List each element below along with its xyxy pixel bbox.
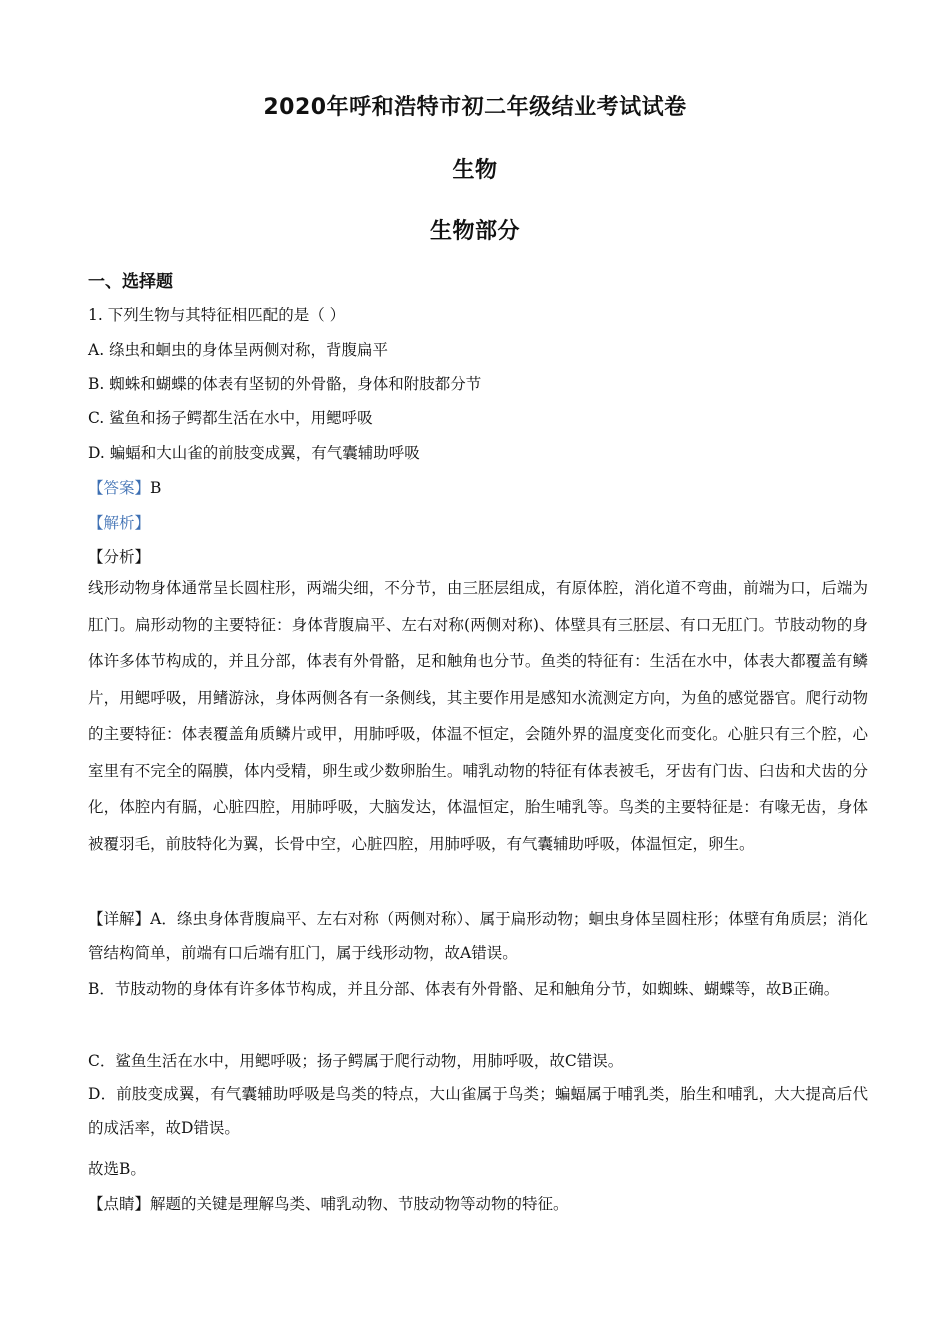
fenxi-paragraph: 线形动物身体通常呈长圆柱形，两端尖细，不分节，由三胚层组成，有原体腔，消化道不弯曲，前端为口，后端为肛门。扁形动物的主要特征：身体背腹扁平、左右对称(两侧对称)、体壁具有三胚层、有口无肛门。节肢动物的身体许多体节构成的，并且分部，体表有外骨骼，足和触角也分节。鱼类的特征有：生活在水中，体表大都覆盖有鳞片，用鳃呼吸，用鳍游泳，身体两侧各有一条侧线，其主要作用是感知水流测定方向，为鱼的感觉器官。爬行动物的主要特征：体表覆盖角质鳞片或甲，用肺呼吸，体温不恒定，会随外界的温度变化而变化。心脏只有三个腔，心室里有不完全的隔膜，体内受精，卵生或少数卵胎生。哺乳动物的特征有体表被毛，牙齿有门齿、臼齿和犬齿的分化，体腔内有膈，心脏四腔，用肺呼吸，大脑发达，体温恒定，胎生哺乳等。鸟类的主要特征是：有喙无齿，身体被覆羽毛，前肢特化为翼，长骨中空，心脏四腔，用肺呼吸，有气囊辅助呼吸，体温恒定，卵生。 [88, 579, 868, 853]
part-title: 生物部分 [429, 219, 520, 244]
question-stem: 1. 下列生物与其特征相匹配的是（ ） [88, 306, 346, 324]
detail-a-paragraph: 【详解】A．绦虫身体背腹扁平、左右对称（两侧对称）、属于扁形动物；蛔虫身体呈圆柱形；体壁有角质层；消化管结构简单，前端有口后端有肛门，属于线形动物，故A错误。 [88, 910, 868, 962]
option-c: C. 鲨鱼和扬子鳄都生活在水中，用鳃呼吸 [88, 409, 373, 427]
fenxi-label: 【分析】 [88, 548, 151, 566]
option-b: B. 蜘蛛和蝴蝶的体表有坚韧的外骨骼，身体和附肢都分节 [88, 375, 482, 393]
detail-c-paragraph: C．鲨鱼生活在水中，用鳃呼吸；扬子鳄属于爬行动物，用肺呼吸，故C错误。 [88, 1052, 624, 1070]
analysis-label: 【解析】 [88, 514, 151, 532]
exam-title: 2020年呼和浩特市初二年级结业考试试卷 [263, 95, 687, 120]
answer-label: 【答案】 [88, 479, 151, 497]
subject-title: 生物 [452, 158, 498, 183]
section-heading: 一、选择题 [88, 272, 173, 292]
detail-d-paragraph: D．前肢变成翼，有气囊辅助呼吸是鸟类的特点，大山雀属于鸟类；蝙蝠属于哺乳类，胎生和哺乳，大大提高后代的成活率，故D错误。 [88, 1085, 868, 1137]
tip-line: 【点睛】解题的关键是理解鸟类、哺乳动物、节肢动物等动物的特征。 [88, 1195, 569, 1213]
answer-value: B [150, 479, 162, 497]
detail-b-paragraph: B．节肢动物的身体有许多体节构成，并且分部、体表有外骨骼、足和触角分节，如蜘蛛、蝴蝶等，故B正确。 [88, 980, 840, 998]
option-d: D. 蝙蝠和大山雀的前肢变成翼，有气囊辅助呼吸 [88, 444, 420, 462]
option-a: A. 绦虫和蛔虫的身体呈两侧对称，背腹扁平 [88, 341, 389, 359]
answer-line [88, 476, 161, 498]
conclusion: 故选B。 [88, 1160, 146, 1178]
